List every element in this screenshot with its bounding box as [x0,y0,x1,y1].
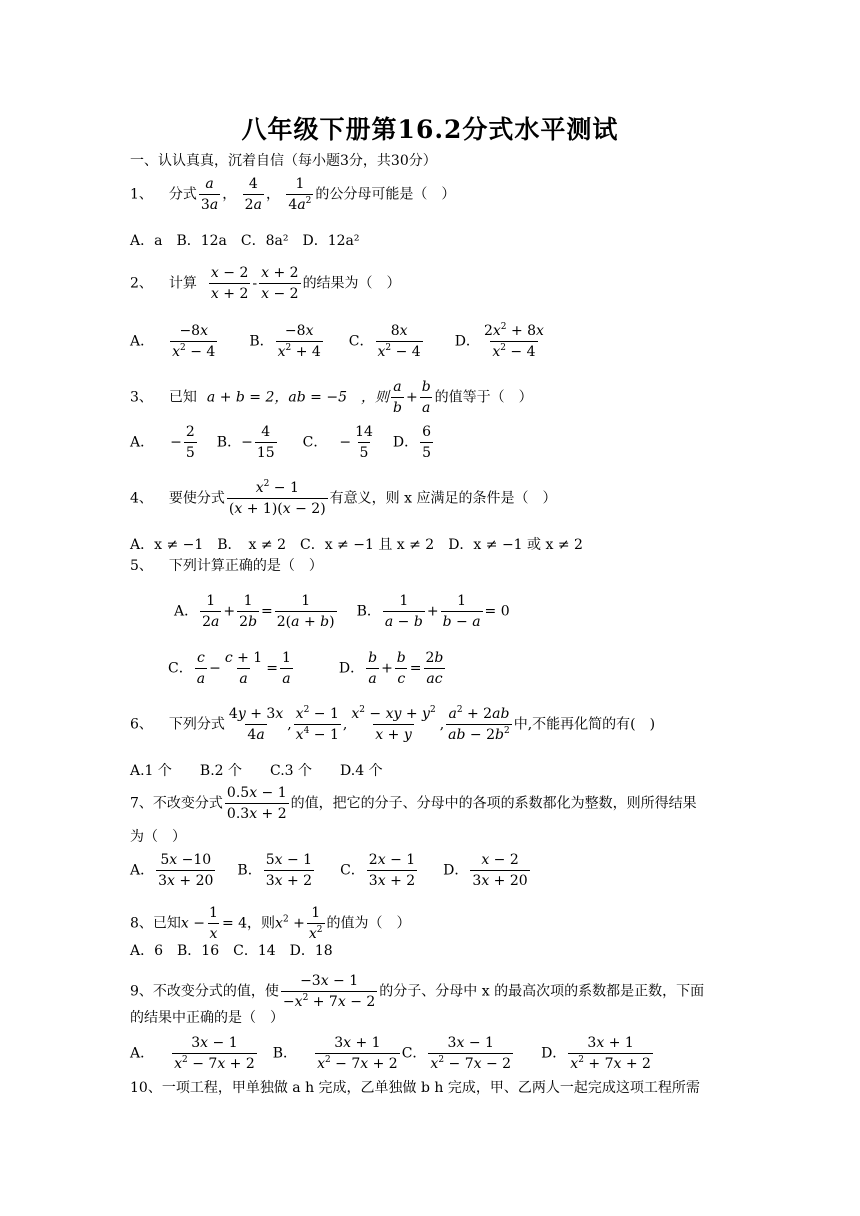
question-4: 4、 要使分式 $\frac{x^2 - 1}{(x + 1)(x - 2)}$ 有意义，则 x 应满足的条件是（ ） [130,479,557,517]
question-6: 6、 下列分式 $\frac{4y + 3x}{4a}$ , $\frac{x^2 - 1}{x^4 - 1}$ , $\frac{x^2 - xy + y^2}{x + y}$ , $\frac{a^2 + 2ab}{ab - 2b^2}$ 中,不能再化简的有( ) [130,705,656,743]
question-9: 9、不改变分式的值，使 $\frac{-3x - 1}{-x^2 + 7x - 2}$ 的分子、分母中 x 的最高次项的系数都是正数，下面 [130,973,705,1010]
question-2-options: A． $\frac{-8x}{x^2 - 4}$ B． $\frac{-8x}{x^2 + 4}$ C． $\frac{8x}{x^2 - 4}$ D． $\frac{2x^2 + 8x}{x^2 - 4}$ [130,322,544,360]
question-8: 8、已知x − $\frac{1}{x}$ = 4，则$x^2$ + $\frac{1}{x^2}$ 的值为（ ） [130,905,411,942]
question-3-options: A． − $\frac{2}{5}$ B．− $\frac{4}{15}$ C． − $\frac{14}{5}$ D． $\frac{6}{5}$ [130,424,432,461]
question-7-options: A． $\frac{5x -10}{3x + 20}$ B． $\frac{5x - 1}{3x + 2}$ C． $\frac{2x - 1}{3x + 2}$ D． $\frac{x - 2}{3x + 20}$ [130,852,528,889]
question-8-options: A．6 B．16 C．14 D．18 [130,943,333,959]
question-1: 1、 分式 $\frac{a}{3a}$ ， $\frac{4}{2a}$ ， $\frac{1}{4a^2}$ 的公分母可能是（ ） [130,176,456,213]
section-heading: 一、认认真真，沉着自信（每小题3分，共30分） [130,153,437,169]
question-9-line2: 的结果中正确的是（ ） [130,1010,284,1026]
question-3: 3、 已知 a + b = 2，ab = −5 ，则 $\frac{a}{b}$ + $\frac{b}{a}$ 的值等于（ ） [130,379,533,416]
question-2: 2、 计算 $\frac{x - 2}{x + 2}$ - $\frac{x + 2}{x - 2}$ 的结果为（ ） [130,265,401,302]
question-5-options-ab: A． $\frac{1}{2a}$ + $\frac{1}{2b}$ = $\frac{1}{2(a + b)}$ B． $\frac{1}{a - b}$ + $\frac{1}{b - a}$ = 0 [174,593,510,630]
question-6-options: A.1 个 B.2 个 C.3 个 D.4 个 [130,763,383,779]
question-9-options: A． $\frac{3x - 1}{x^2 - 7x + 2}$ B． $\frac{3x + 1}{x^2 - 7x + 2}$ C． $\frac{3x - 1}{x^2 - 7x - 2}$ D． $\frac{3x + 1}{x^2 + 7x + 2}$ [130,1035,651,1072]
question-5: 5、 下列计算正确的是（ ） [130,558,323,574]
question-7: 7、不改变分式 $\frac{0.5x - 1}{0.3x + 2}$ 的值，把它的分子、分母中的各项的系数都化为整数，则所得结果 [130,785,697,822]
question-number: 1、 [130,186,153,203]
question-1-options: A．a B．12a C．8a² D．12a² [130,233,360,249]
question-4-options: A．x ≠ −1 B． x ≠ 2 C．x ≠ −1 且 x ≠ 2 D．x ≠ −1 或 x ≠ 2 [130,537,583,553]
page-title: 八年级下册第16.2分式水平测试 [241,115,619,144]
question-7-line2: 为（ ） [130,829,186,845]
question-10: 10、一项工程，甲单独做 a h 完成，乙单独做 b h 完成，甲、乙两人一起完成这项工程所需 [130,1080,700,1096]
question-5-options-cd: C． $\frac{c}{a}$ − $\frac{c + 1}{a}$ = $\frac{1}{a}$ D． $\frac{b}{a}$ + $\frac{b}{c}$ = $\frac{2b}{ac}$ [168,650,444,687]
